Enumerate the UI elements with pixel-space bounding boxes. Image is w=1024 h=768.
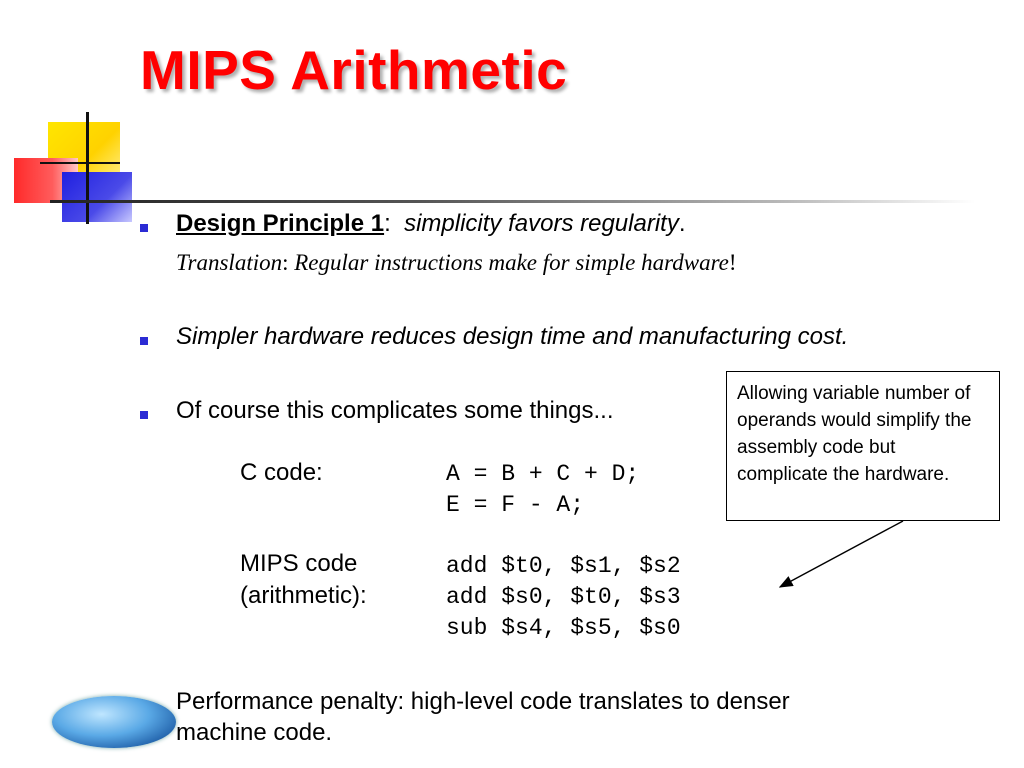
title-divider: [50, 200, 975, 203]
globe-icon: [52, 696, 176, 748]
mips-code-line: sub $s4, $s5, $s0: [446, 615, 681, 641]
bullet-simpler-hardware: Simpler hardware reduces design time and manufacturing cost.: [176, 323, 849, 350]
design-principle-heading: Design Principle 1: [176, 210, 385, 237]
bullet-icon: [140, 411, 150, 421]
university-logo-icon: [0, 690, 200, 768]
bullet-icon: [140, 224, 150, 234]
decorative-squares: [0, 0, 1024, 240]
yellow-square-icon: [48, 122, 120, 190]
c-code-line: A = B + C + D;: [446, 461, 640, 487]
bullet-design-principle: Design Principle 1: simplicity favors regularity.: [176, 210, 686, 237]
bullet-complicates: Of course this complicates some things...: [176, 397, 614, 424]
mips-code-label-2: (arithmetic):: [240, 582, 367, 609]
bullet-performance-penalty: Performance penalty: high-level code translates to denser: [176, 688, 790, 715]
mips-code-line: add $t0, $s1, $s2: [446, 553, 681, 579]
bullet-performance-penalty-2: machine code.: [176, 719, 333, 746]
c-code-label: C code:: [240, 459, 323, 486]
blue-square-icon: [62, 172, 132, 222]
translation-line: Translation: Regular instructions make for simple hardware!: [176, 250, 737, 275]
design-principle-text: simplicity favors regularity: [404, 210, 679, 237]
c-code-line: E = F - A;: [446, 492, 585, 518]
bullet-icon: [140, 337, 150, 347]
decorative-horizontal-line: [40, 162, 120, 164]
slide-title: MIPS Arithmetic: [140, 39, 568, 101]
mips-code-label: MIPS code: [240, 550, 358, 577]
callout-box: Allowing variable number of operands would simplify the assembly code but complicate the hardware.: [726, 371, 1000, 521]
decorative-vertical-line: [86, 112, 89, 224]
red-square-icon: [14, 158, 78, 203]
mips-code-line: add $s0, $t0, $s3: [446, 584, 681, 610]
